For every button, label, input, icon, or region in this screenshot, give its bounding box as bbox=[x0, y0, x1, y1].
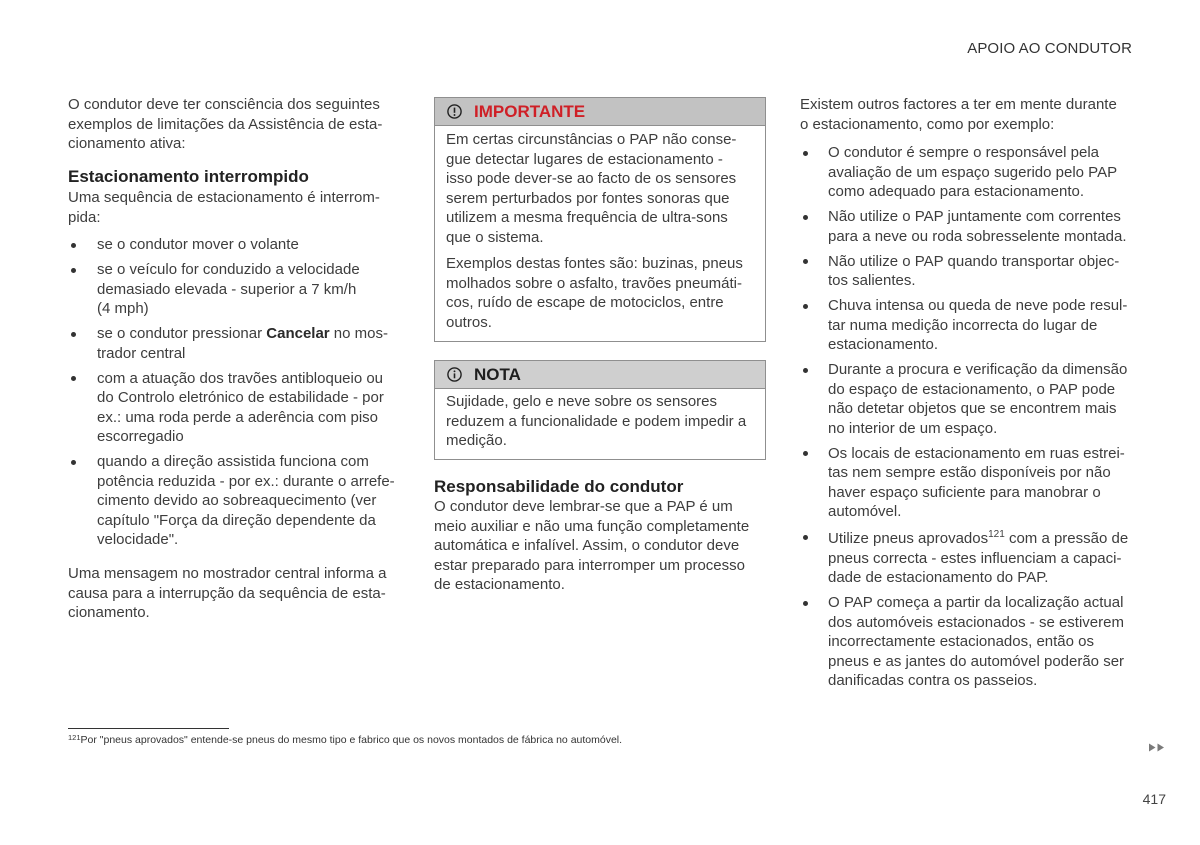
footnote-text: Por "pneus aprovados" entende-se pneus do mesmo tipo e fabrico que os novos montados de fábrica no automóvel. bbox=[80, 734, 623, 746]
list-item bbox=[68, 235, 403, 255]
closing-paragraph: Uma mensagem no mostrador central informa a causa para a interrupção da sequência de esta- cionamento. bbox=[68, 565, 387, 621]
responsibility-paragraph: O condutor deve lembrar-se que a PAP é um meio auxiliar e não uma função completamente automática e infalível. Assim, o condutor deve estar preparado para interromper um processo de estacionamento. bbox=[434, 498, 750, 593]
section-heading-responsibility: Responsabilidade do condutor bbox=[434, 477, 684, 496]
footnote-divider bbox=[68, 728, 229, 729]
list-item bbox=[68, 452, 403, 550]
footnote-marker: 121 bbox=[68, 733, 81, 742]
list-item bbox=[800, 252, 1140, 291]
cancel-button-label: Cancelar bbox=[266, 325, 330, 342]
important-box bbox=[434, 97, 766, 342]
note-paragraph: Sujidade, gelo e neve sobre os sensores reduzem a funcionalidade e podem impedir a medição. bbox=[446, 393, 747, 449]
subintro-paragraph: Uma sequência de estacionamento é interrom- pida: bbox=[68, 189, 380, 226]
note-box bbox=[434, 360, 766, 460]
list-item bbox=[68, 260, 403, 319]
list-item-text: se o veículo for conduzido a velocidade demasiado elevada - superior a 7 km/h (4 mph) bbox=[97, 261, 360, 317]
list-item-text: Não utilize o PAP quando transportar objec- tos salientes. bbox=[828, 252, 1120, 289]
page-number: 417 bbox=[1142, 791, 1166, 807]
factors-bullet-list bbox=[800, 143, 1140, 696]
list-item bbox=[68, 324, 403, 363]
list-item bbox=[800, 360, 1140, 438]
list-item-text: Durante a procura e verificação da dimensão do espaço de estacionamento, o PAP pode não detetar objetos que se encontrem mais no interior de um espaço. bbox=[828, 361, 1128, 437]
list-item-text: Chuva intensa ou queda de neve pode resul- tar numa medição incorrecta do lugar de estacionamento. bbox=[828, 297, 1128, 353]
exclamation-circle-icon bbox=[447, 104, 462, 119]
list-item-text: com a pressão de pneus correcta - estes influenciam a capaci- dade de estacionamento do PAP. bbox=[828, 530, 1129, 586]
interruption-bullet-list bbox=[68, 235, 403, 555]
list-item-text: com a atuação dos travões antibloqueio ou do Controlo eletrónico de estabilidade - por ex.: uma roda perde a aderência com piso escorregadio bbox=[97, 369, 384, 445]
footnote bbox=[68, 733, 622, 747]
list-item-text: O PAP começa a partir da localização actual dos automóveis estacionados - se estiverem incorrectamente estacionados, então os pneus e as jantes do automóvel poderão ser danificadas contra os passeios. bbox=[828, 594, 1125, 689]
note-box-header bbox=[435, 361, 765, 389]
list-item bbox=[800, 527, 1140, 588]
list-item-text: no mos- trador central bbox=[97, 325, 388, 362]
list-item bbox=[800, 296, 1140, 355]
note-box-body bbox=[435, 389, 765, 451]
list-item-text: se o condutor mover o volante bbox=[97, 236, 299, 253]
list-item-text: quando a direção assistida funciona com potência reduzida - por ex.: durante o arrefe- cimento devido ao sobreaquecimento (ver capítulo "Força da direção dependente da velocidade". bbox=[97, 453, 395, 548]
factors-intro-paragraph: Existem outros factores a ter em mente durante o estacionamento, como por exemplo: bbox=[800, 96, 1117, 133]
important-box-header bbox=[435, 98, 765, 126]
list-item-text: se o condutor pressionar bbox=[97, 325, 267, 342]
list-item-text: Não utilize o PAP juntamente com correntes para a neve ou roda sobresselente montada. bbox=[828, 208, 1127, 245]
section-header: APOIO AO CONDUTOR bbox=[967, 40, 1132, 57]
list-item bbox=[800, 143, 1140, 202]
info-circle-icon bbox=[447, 367, 462, 382]
list-item-text: Utilize pneus aprovados bbox=[828, 530, 989, 547]
note-title: NOTA bbox=[474, 365, 521, 384]
list-item bbox=[800, 207, 1140, 246]
list-item-text: Os locais de estacionamento em ruas estrei- tas nem sempre estão disponíveis por não haver espaço suficiente para manobrar o automóvel. bbox=[828, 444, 1125, 520]
important-box-body bbox=[435, 126, 765, 332]
section-heading-interrupted: Estacionamento interrompido bbox=[68, 167, 309, 186]
intro-paragraph: O condutor deve ter consciência dos seguintes exemplos de limitações da Assistência de esta- cionamento ativa: bbox=[68, 96, 383, 152]
list-item bbox=[800, 444, 1140, 522]
list-item-text: O condutor é sempre o responsável pela avaliação de um espaço sugerido pelo PAP como adequado para estacionamento. bbox=[828, 144, 1118, 200]
list-item bbox=[68, 369, 403, 447]
list-item bbox=[800, 593, 1140, 691]
important-paragraph: Em certas circunstâncias o PAP não conse- gue detectar lugares de estacionamento - isso pode dever-se ao facto de os sensores serem perturbados por fontes sonoras que utilizem a mesma frequência de ultra-sons que o sistema. bbox=[446, 131, 737, 246]
double-arrow-right-icon bbox=[1148, 739, 1166, 748]
important-title: IMPORTANTE bbox=[474, 102, 586, 121]
footnote-reference: 121 bbox=[988, 529, 1005, 540]
important-paragraph: Exemplos destas fontes são: buzinas, pneus molhados sobre o asfalto, travões pneumáti- cos, ruído de escape de motociclos, entre outros. bbox=[446, 255, 743, 331]
